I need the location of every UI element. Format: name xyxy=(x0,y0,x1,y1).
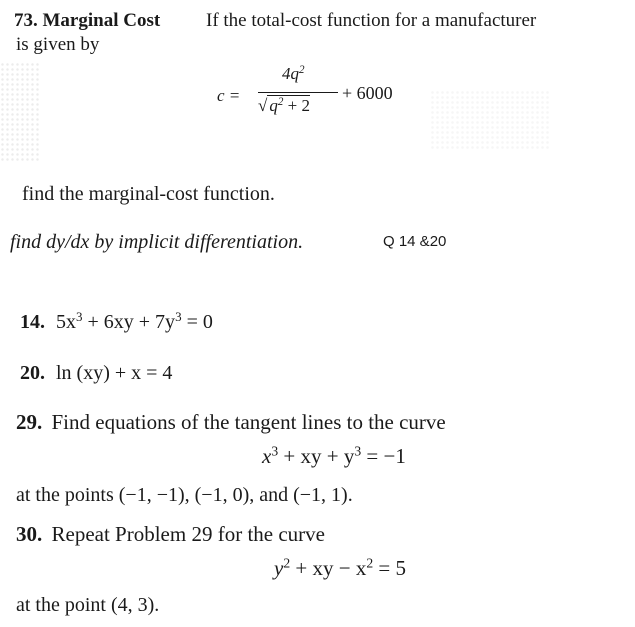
formula-rhs: + 6000 xyxy=(342,83,393,103)
formula-numerator: $4q^2$ xyxy=(282,63,305,83)
formula-denominator: √ $q^2 + 2$ xyxy=(258,95,310,115)
scan-noise xyxy=(0,62,40,162)
problem-20-equation: ln (xy) + x = 4 xyxy=(56,362,173,384)
problem-number: 14. xyxy=(20,311,45,333)
problem-73-task: find the marginal-cost function. xyxy=(22,183,275,205)
problem-29-points: at the points (−1, −1), (−1, 0), and (−1, 1). xyxy=(16,484,353,506)
problem-29-text: Find equations of the tangent lines to the curve xyxy=(51,410,446,434)
problem-73-intro-line1: If the total-cost function for a manufacturer xyxy=(206,10,537,31)
problem-14-equation: $5x^3 + 6xy + 7y^3 = 0$ xyxy=(56,308,213,333)
instruction-text: find dy/dx by implicit differentiation. xyxy=(10,231,304,253)
problem-73-intro-line2: is given by xyxy=(16,34,100,55)
problem-73-heading xyxy=(14,10,160,32)
problem-30 xyxy=(16,522,325,547)
scan-noise xyxy=(430,90,550,150)
problem-29-equation: $x^3$ + xy + $y^3 = -1$ xyxy=(262,443,406,468)
problem-30-text: Repeat Problem 29 for the curve xyxy=(51,522,325,546)
problem-30-point: at the point (4, 3). xyxy=(16,594,160,616)
problem-number: 30. xyxy=(16,522,43,546)
problem-14 xyxy=(20,308,213,334)
handwritten-note: Q 14 &20 xyxy=(383,233,447,250)
formula-lhs: c = xyxy=(217,86,241,105)
problem-number: 20. xyxy=(20,362,45,384)
problem-number: 73. xyxy=(14,10,38,31)
problem-29 xyxy=(16,410,446,435)
problem-number: 29. xyxy=(16,410,43,434)
fraction-bar xyxy=(258,92,338,93)
problem-30-equation: $y^2$ + xy − $x^2 = 5$ xyxy=(274,555,407,580)
problem-20 xyxy=(20,362,172,385)
sqrt-icon: √ xyxy=(258,96,268,115)
problem-title: Marginal Cost xyxy=(42,10,161,31)
